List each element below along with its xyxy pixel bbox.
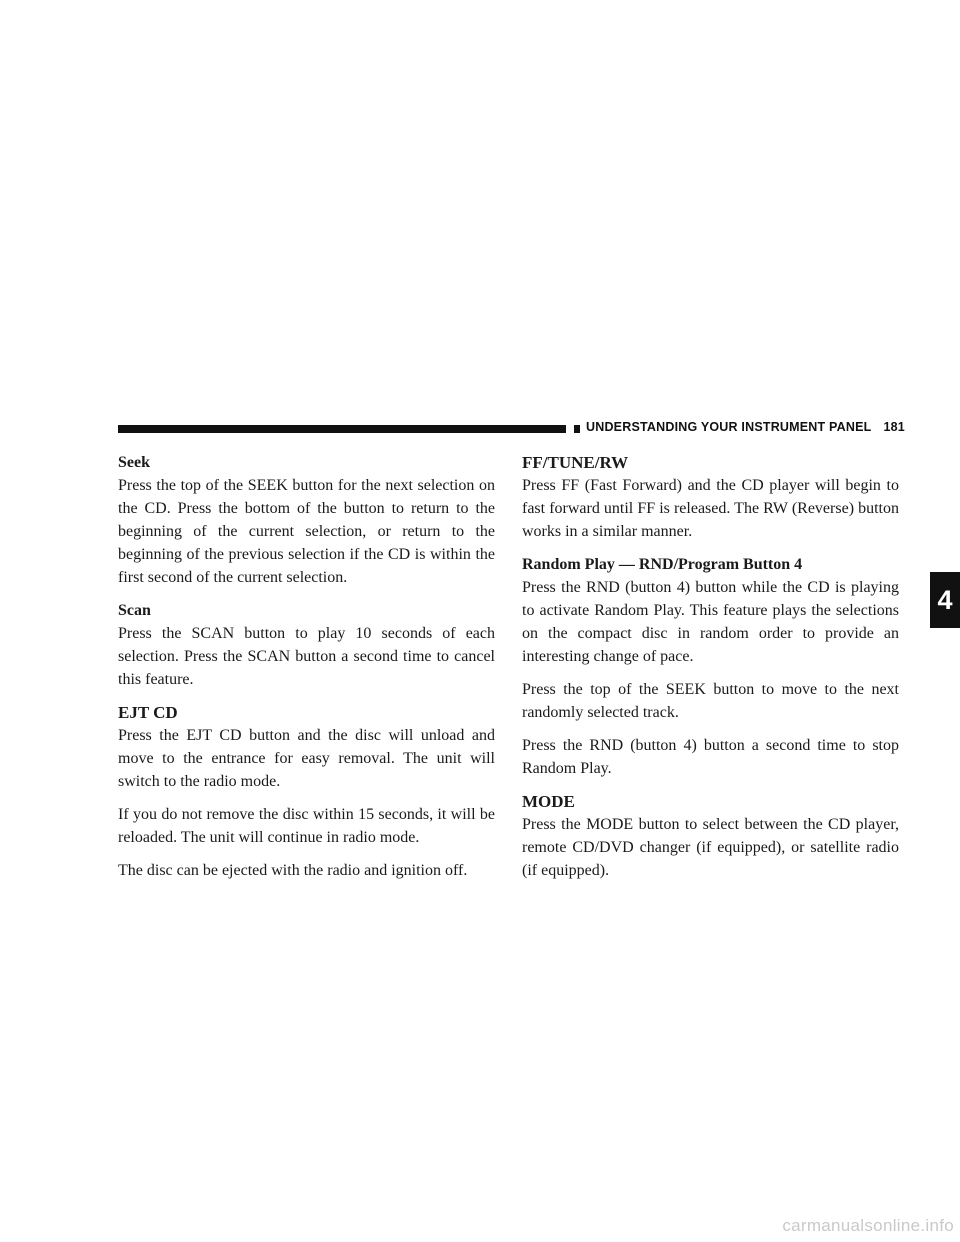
paragraph: Press the SCAN button to play 10 seconds of each selection. Press the SCAN button a second time to cancel this feature.	[118, 625, 495, 688]
paragraph: Press FF (Fast Forward) and the CD player will begin to fast forward until FF is released. The RW (Reverse) button works in a similar manner.	[522, 477, 899, 540]
paragraph: Press the top of the SEEK button to move to the next randomly selected track.	[522, 681, 899, 721]
header-rule	[118, 425, 566, 433]
header-title: UNDERSTANDING YOUR INSTRUMENT PANEL	[586, 420, 872, 434]
chapter-tab: 4	[930, 572, 960, 628]
left-column	[118, 451, 495, 892]
paragraph: Press the RND (button 4) button a second time to stop Random Play.	[522, 737, 899, 777]
paragraph: Press the RND (button 4) button while the CD is playing to activate Random Play. This feature plays the selections on the compact disc in random order to provide an interesting change of pace.	[522, 579, 899, 665]
section-scan	[118, 599, 495, 691]
section-heading: Scan	[118, 602, 151, 619]
section-mode	[522, 790, 899, 882]
section-ejt-cd	[118, 701, 495, 882]
watermark: carmanualsonline.info	[782, 1216, 954, 1235]
section-seek	[118, 451, 495, 589]
paragraph: If you do not remove the disc within 15 seconds, it will be reloaded. The unit will continue in radio mode.	[118, 806, 495, 846]
section-ff-tune-rw	[522, 451, 899, 543]
section-heading: EJT CD	[118, 703, 178, 722]
running-header	[586, 420, 905, 434]
section-heading: Seek	[118, 454, 150, 471]
section-heading: Random Play — RND/Program Button 4	[522, 556, 803, 573]
section-random-play	[522, 553, 899, 780]
paragraph: Press the EJT CD button and the disc will unload and move to the entrance for easy removal. The unit will switch to the radio mode.	[118, 727, 495, 790]
paragraph: Press the top of the SEEK button for the next selection on the CD. Press the bottom of the button to return to the beginning of the current selection, or return to the beginning of the previous selection if the CD is within the first second of the current selection.	[118, 477, 495, 586]
section-heading: MODE	[522, 792, 575, 811]
page-number: 181	[883, 420, 905, 434]
header-rule-end	[574, 425, 580, 433]
right-column	[522, 451, 899, 892]
paragraph: The disc can be ejected with the radio and ignition off.	[118, 862, 468, 879]
section-heading: FF/TUNE/RW	[522, 453, 629, 472]
paragraph: Press the MODE button to select between the CD player, remote CD/DVD changer (if equipped), or satellite radio (if equipped).	[522, 816, 899, 879]
